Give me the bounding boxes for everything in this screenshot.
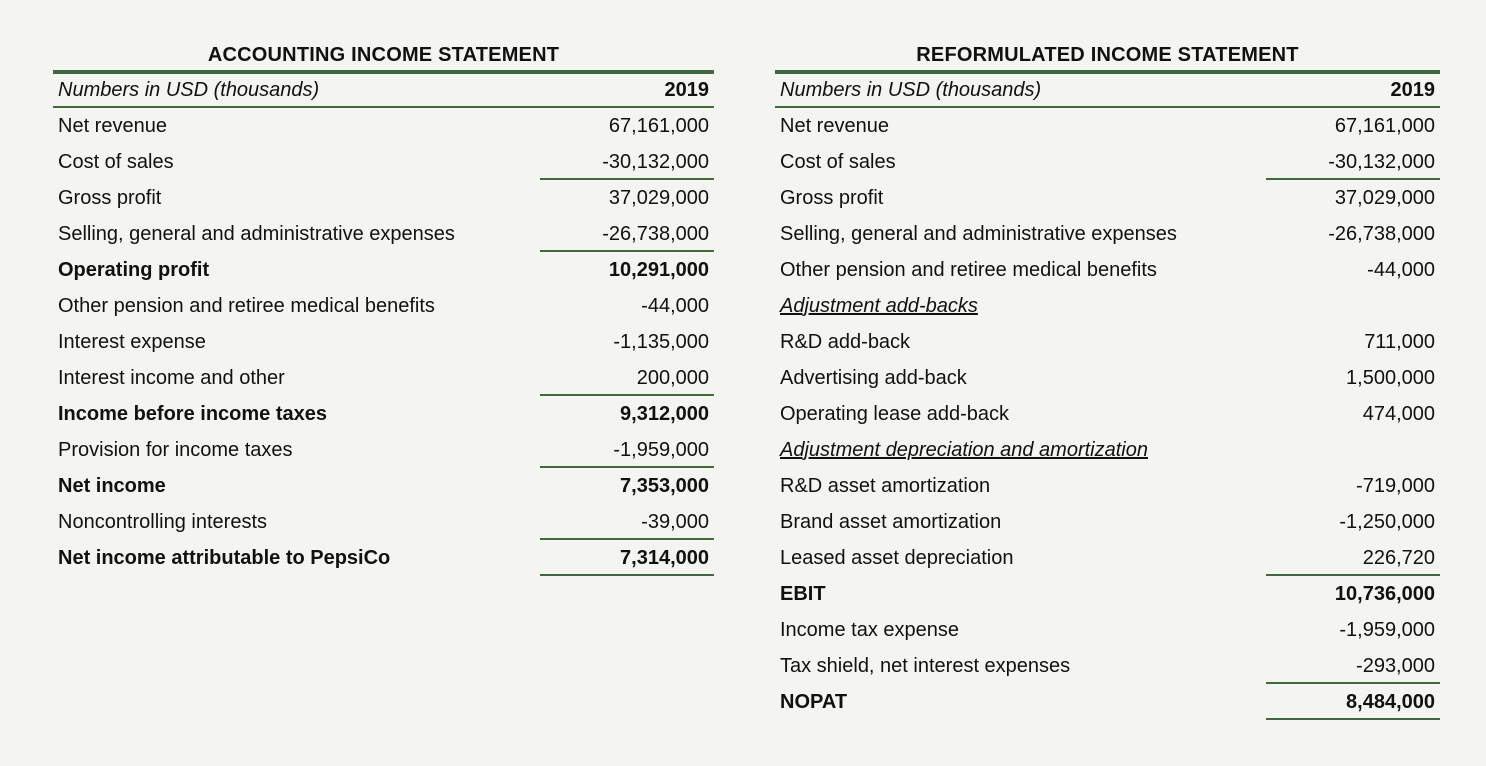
- row-value: -1,959,000: [613, 438, 709, 461]
- row-label: Net income: [58, 474, 166, 497]
- row-value: -1,135,000: [613, 330, 709, 353]
- row-cost-of-sales: [775, 144, 1440, 180]
- row-pension: [775, 252, 1440, 288]
- row-value: 8,484,000: [1346, 690, 1435, 713]
- row-net-income: [53, 468, 714, 504]
- row-value: -30,132,000: [602, 150, 709, 173]
- row-label: Other pension and retiree medical benefits: [780, 258, 1157, 281]
- row-provision-taxes: [53, 432, 714, 468]
- unit-label: Numbers in USD (thousands): [58, 78, 320, 101]
- reformulated-statement: [775, 40, 1440, 720]
- row-tax-shield: [775, 648, 1440, 684]
- row-value: 10,291,000: [608, 258, 709, 281]
- row-income-tax: [775, 612, 1440, 648]
- row-advertising-add-back: [775, 360, 1440, 396]
- row-label: Gross profit: [780, 186, 884, 209]
- table-header: [53, 74, 714, 108]
- row-value: -39,000: [641, 510, 709, 533]
- row-net-income-pepsico: [53, 540, 714, 576]
- row-label: Interest income and other: [58, 366, 285, 389]
- row-label: Tax shield, net interest expenses: [780, 654, 1071, 677]
- row-label: Net revenue: [780, 114, 889, 137]
- row-value: 1,500,000: [1346, 366, 1435, 389]
- row-label: Selling, general and administrative expenses: [58, 222, 455, 245]
- row-net-revenue: [775, 108, 1440, 144]
- row-rd-add-back: [775, 324, 1440, 360]
- row-value: 711,000: [1364, 330, 1435, 353]
- row-value: -293,000: [1356, 654, 1435, 677]
- row-value: 7,353,000: [620, 474, 709, 497]
- row-rd-amortization: [775, 468, 1440, 504]
- row-brand-amortization: [775, 504, 1440, 540]
- row-interest-expense: [53, 324, 714, 360]
- row-label: Other pension and retiree medical benefits: [58, 294, 435, 317]
- section-label: Adjustment add-backs: [780, 294, 978, 317]
- row-value: -44,000: [1367, 258, 1435, 281]
- row-nopat: [775, 684, 1440, 720]
- row-label: Net revenue: [58, 114, 167, 137]
- row-interest-income: [53, 360, 714, 396]
- row-value: 7,314,000: [620, 546, 709, 569]
- row-gross-profit: [775, 180, 1440, 216]
- unit-label: Numbers in USD (thousands): [780, 78, 1042, 101]
- row-value: -26,738,000: [1328, 222, 1435, 245]
- row-leased-depreciation: [775, 540, 1440, 576]
- table-header: [775, 74, 1440, 108]
- row-value: 67,161,000: [1334, 114, 1435, 137]
- row-label: NOPAT: [780, 690, 848, 713]
- section-adjustment-depreciation: [775, 432, 1440, 468]
- row-label: Noncontrolling interests: [58, 510, 267, 533]
- row-label: Income before income taxes: [58, 402, 327, 425]
- accounting-title: ACCOUNTING INCOME STATEMENT: [207, 44, 560, 66]
- row-cost-of-sales: [53, 144, 714, 180]
- row-sga: [775, 216, 1440, 252]
- row-operating-profit: [53, 252, 714, 288]
- row-label: Operating lease add-back: [780, 402, 1010, 425]
- row-net-revenue: [53, 108, 714, 144]
- row-label: Brand asset amortization: [780, 510, 1002, 533]
- row-label: R&D asset amortization: [780, 474, 991, 497]
- row-label: Cost of sales: [58, 150, 174, 173]
- row-value: 226,720: [1362, 546, 1435, 569]
- row-pension: [53, 288, 714, 324]
- row-value: 474,000: [1362, 402, 1435, 425]
- row-label: Cost of sales: [780, 150, 896, 173]
- row-value: -26,738,000: [602, 222, 709, 245]
- row-value: -1,250,000: [1339, 510, 1435, 533]
- section-adjustment-add-backs: [775, 288, 1440, 324]
- row-gross-profit: [53, 180, 714, 216]
- row-ebit: [775, 576, 1440, 612]
- row-label: Gross profit: [58, 186, 162, 209]
- reformulated-title: REFORMULATED INCOME STATEMENT: [916, 44, 1299, 66]
- row-label: R&D add-back: [780, 330, 911, 353]
- row-value: 200,000: [636, 366, 709, 389]
- row-lease-add-back: [775, 396, 1440, 432]
- year-header: 2019: [1390, 78, 1435, 101]
- row-value: 10,736,000: [1334, 582, 1435, 605]
- row-label: Interest expense: [58, 330, 206, 353]
- row-label: Net income attributable to PepsiCo: [58, 546, 391, 569]
- row-label: Income tax expense: [780, 618, 959, 641]
- row-label: EBIT: [780, 582, 826, 605]
- row-sga: [53, 216, 714, 252]
- row-value: 37,029,000: [1334, 186, 1435, 209]
- row-income-before-taxes: [53, 396, 714, 432]
- row-value: -30,132,000: [1328, 150, 1435, 173]
- row-label: Leased asset depreciation: [780, 546, 1014, 569]
- row-value: -44,000: [641, 294, 709, 317]
- row-value: 37,029,000: [608, 186, 709, 209]
- accounting-statement: [53, 40, 714, 576]
- row-label: Advertising add-back: [780, 366, 967, 389]
- row-value: 67,161,000: [608, 114, 709, 137]
- row-noncontrolling: [53, 504, 714, 540]
- row-label: Selling, general and administrative expenses: [780, 222, 1177, 245]
- row-label: Provision for income taxes: [58, 438, 293, 461]
- row-value: 9,312,000: [620, 402, 709, 425]
- row-label: Operating profit: [58, 258, 210, 281]
- row-value: -1,959,000: [1339, 618, 1435, 641]
- year-header: 2019: [664, 78, 709, 101]
- section-label: Adjustment depreciation and amortization: [780, 438, 1148, 461]
- row-value: -719,000: [1356, 474, 1435, 497]
